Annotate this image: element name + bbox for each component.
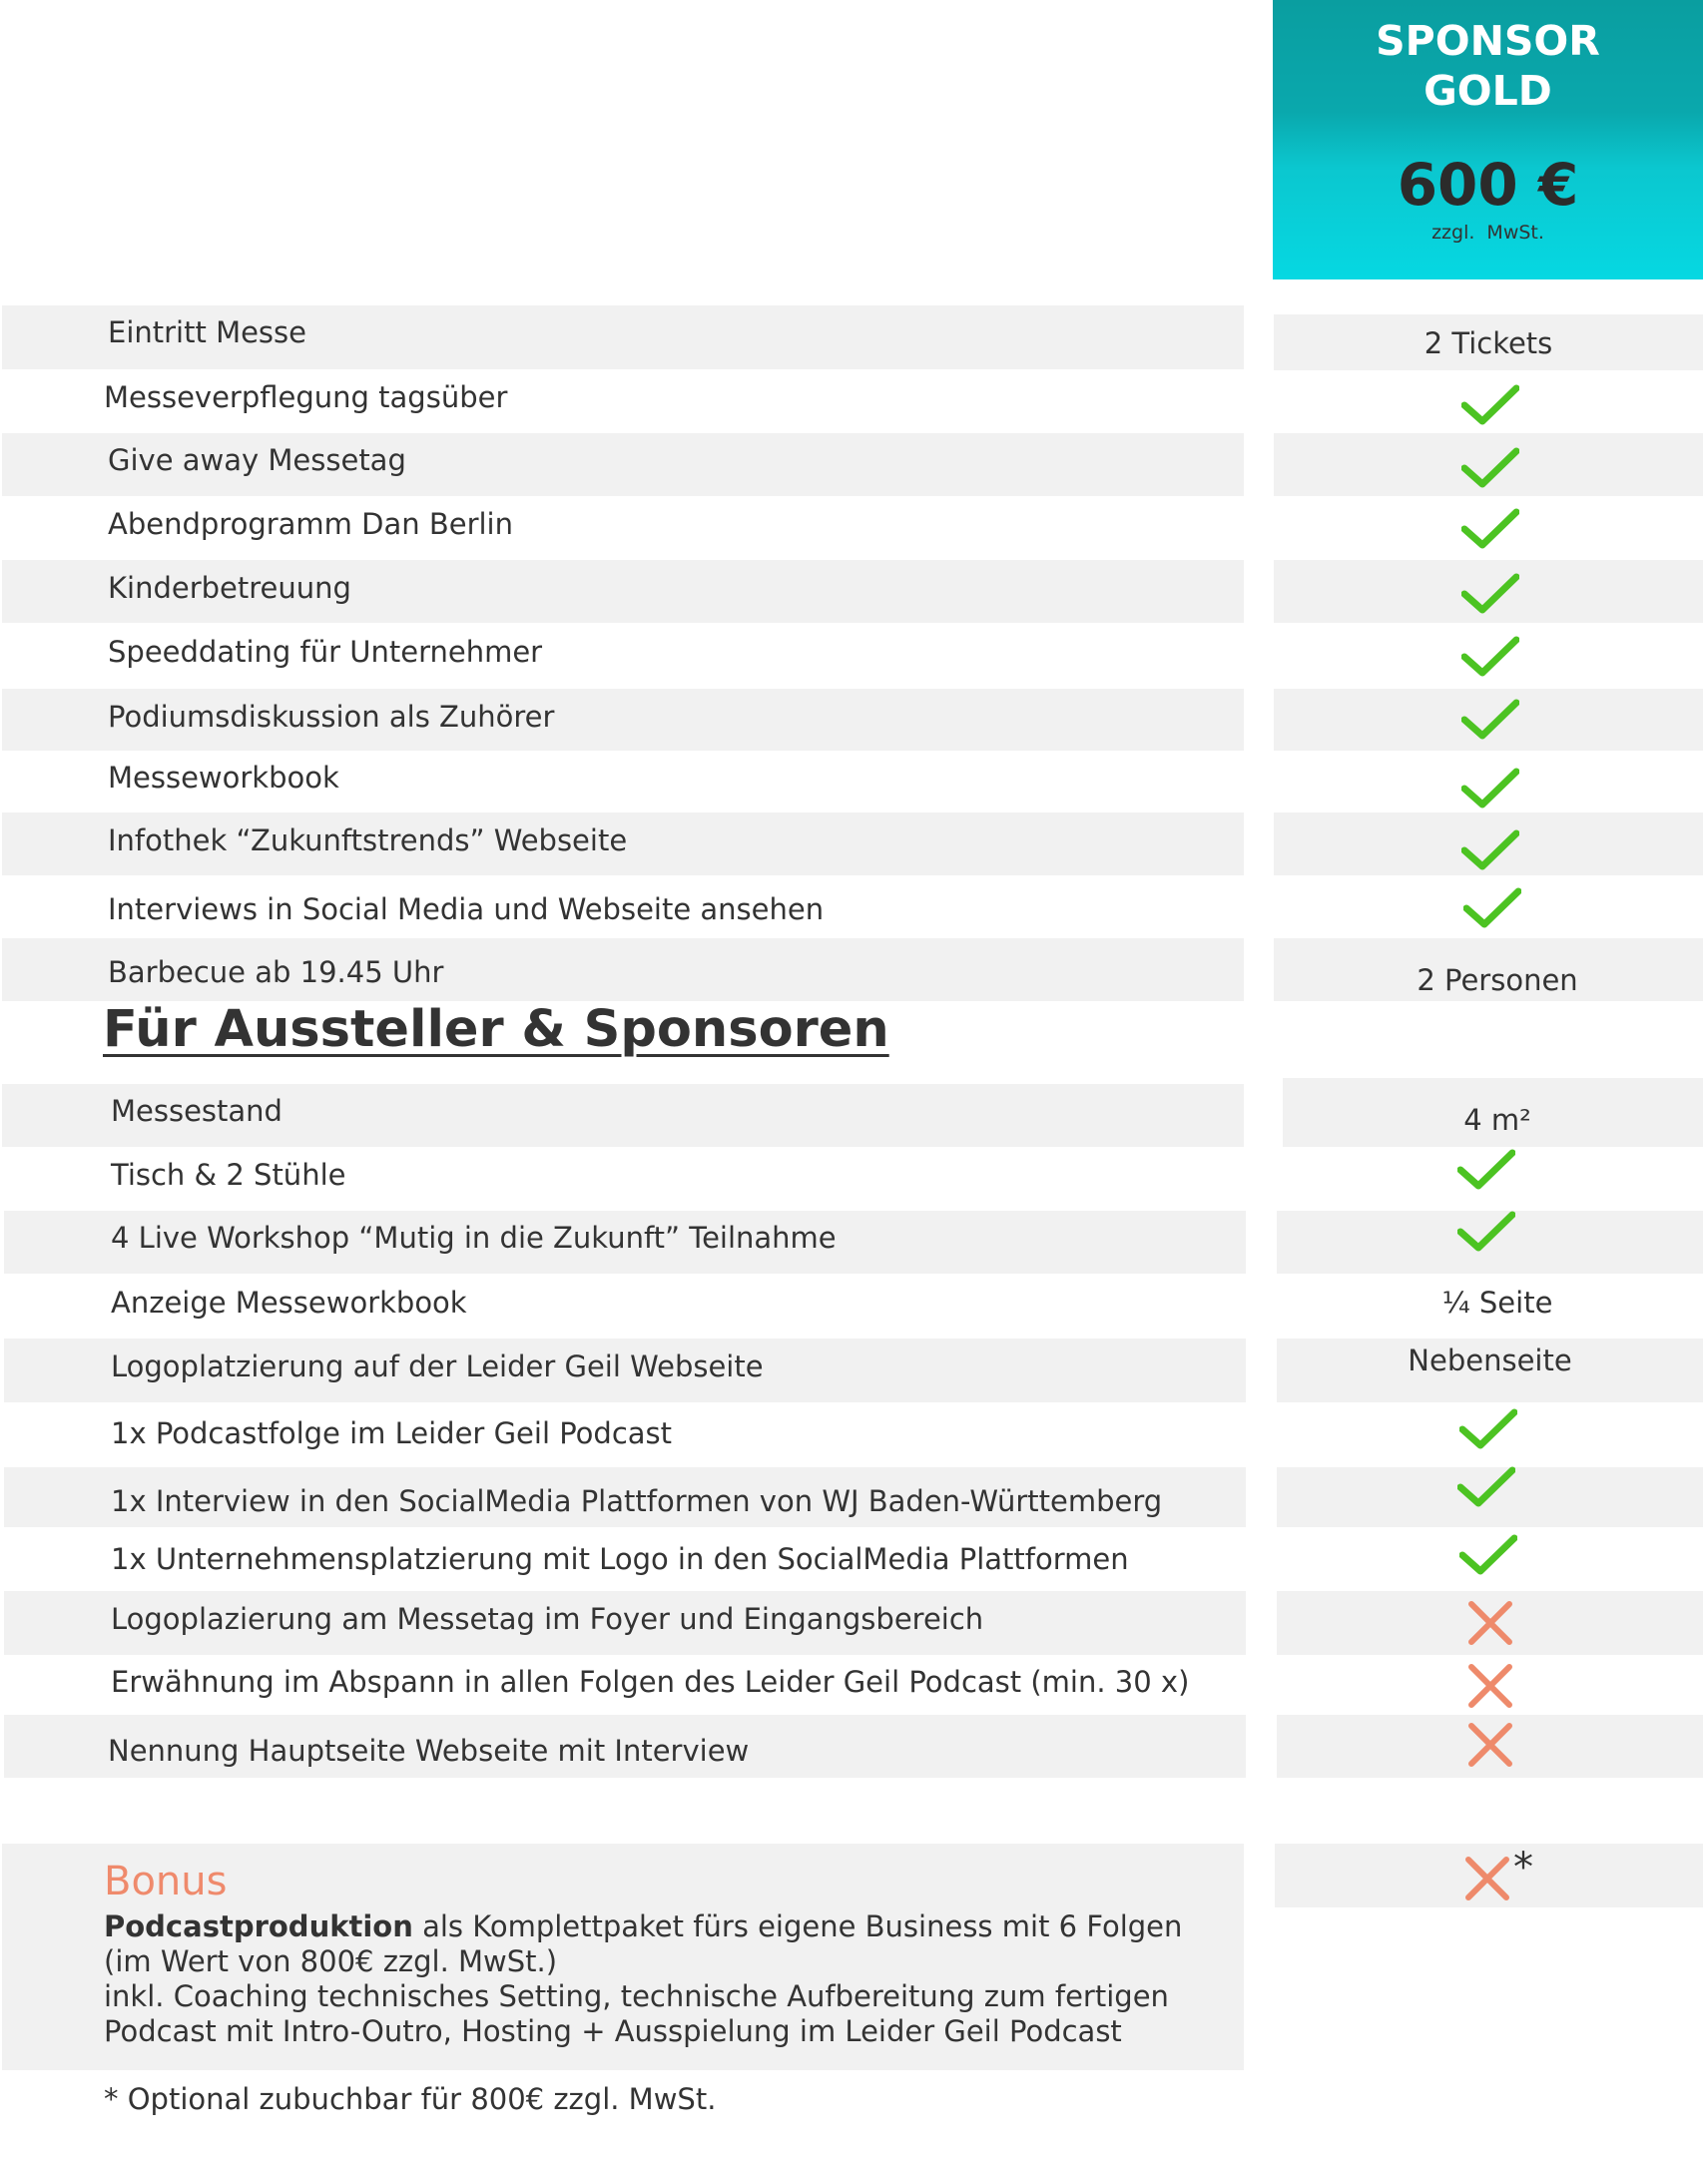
footnote: * Optional zubuchbar für 800€ zzgl. MwSt. <box>104 2082 717 2116</box>
cross-icon <box>1463 1855 1511 1902</box>
row-label-speeddating: Speeddating für Unternehmer <box>108 635 543 669</box>
check-icon <box>1457 1148 1515 1192</box>
check-icon <box>1463 886 1521 930</box>
bonus-description <box>104 1909 1242 2049</box>
package-price: 600 € <box>1397 151 1579 219</box>
row-label-messeverpflegung: Messeverpflegung tagsüber <box>104 380 508 414</box>
package-title-line2: GOLD <box>1423 67 1552 115</box>
row-value-messestand: 4 m² <box>1463 1103 1531 1137</box>
row-label-nennung-hauptseite: Nennung Hauptseite Webseite mit Interview <box>108 1734 750 1768</box>
bonus-line-4: Podcast mit Intro-Outro, Hosting + Ausspielung im Leider Geil Podcast <box>104 2014 1122 2048</box>
bonus-bold-text: Podcastproduktion <box>104 1909 413 1943</box>
package-title-line1: SPONSOR <box>1376 17 1600 65</box>
row-label-eintritt-messe: Eintritt Messe <box>108 315 306 349</box>
check-icon <box>1461 698 1519 742</box>
row-label-give-away: Give away Messetag <box>108 443 406 477</box>
bonus-line-1-rest: als Komplettpaket fürs eigene Business mit 6 Folgen <box>412 1909 1183 1943</box>
package-title <box>1273 16 1703 116</box>
bonus-line-3: inkl. Coaching technisches Setting, technische Aufbereitung zum fertigen <box>104 1979 1169 2013</box>
package-header <box>1273 0 1703 279</box>
bonus-line-2: (im Wert von 800€ zzgl. MwSt.) <box>104 1944 558 1978</box>
check-icon <box>1457 1210 1515 1254</box>
row-value-barbecue: 2 Personen <box>1417 963 1578 997</box>
cross-icon <box>1466 1721 1514 1769</box>
row-label-tisch: Tisch & 2 Stühle <box>111 1158 346 1192</box>
check-icon <box>1461 507 1519 551</box>
check-icon <box>1459 1407 1517 1451</box>
row-label-messeworkbook: Messeworkbook <box>108 761 339 795</box>
row-label-podcastfolge: 1x Podcastfolge im Leider Geil Podcast <box>111 1416 673 1450</box>
cross-icon <box>1466 1662 1514 1710</box>
bonus-title: Bonus <box>104 1859 228 1904</box>
row-label-logoplatzierung-webseite: Logoplatzierung auf der Leider Geil Webseite <box>111 1350 764 1383</box>
check-icon <box>1457 1465 1515 1509</box>
row-label-podiumsdiskussion: Podiumsdiskussion als Zuhörer <box>108 700 555 734</box>
row-value-logoplatzierung-webseite: Nebenseite <box>1408 1344 1572 1377</box>
check-icon <box>1461 572 1519 616</box>
row-value-eintritt-messe: 2 Tickets <box>1423 326 1553 360</box>
check-icon <box>1459 1533 1517 1577</box>
row-label-erwaehnung-abspann: Erwähnung im Abspann in allen Folgen des Leider Geil Podcast (min. 30 x) <box>111 1665 1190 1699</box>
row-label-logoplazierung-foyer: Logoplazierung am Messetag im Foyer und Eingangsbereich <box>111 1602 984 1636</box>
row-value-anzeige: ¼ Seite <box>1441 1286 1553 1320</box>
cross-icon <box>1466 1599 1514 1647</box>
bonus-asterisk: * <box>1513 1845 1533 1891</box>
check-icon <box>1461 446 1519 490</box>
row-label-barbecue: Barbecue ab 19.45 Uhr <box>108 955 444 989</box>
section-title: Für Aussteller & Sponsoren <box>103 1000 889 1059</box>
check-icon <box>1461 635 1519 679</box>
row-label-kinderbetreuung: Kinderbetreuung <box>108 571 351 605</box>
row-label-infothek: Infothek “Zukunftstrends” Webseite <box>108 823 628 857</box>
check-icon <box>1461 828 1519 872</box>
row-label-abendprogramm: Abendprogramm Dan Berlin <box>108 507 513 541</box>
row-label-unternehmensplatzierung: 1x Unternehmensplatzierung mit Logo in den SocialMedia Plattformen <box>111 1542 1129 1576</box>
check-icon <box>1461 383 1519 427</box>
package-tax-note: zzgl. MwSt. <box>1431 222 1544 244</box>
row-label-anzeige: Anzeige Messeworkbook <box>111 1286 467 1320</box>
row-label-live-workshop: 4 Live Workshop “Mutig in die Zukunft” Teilnahme <box>111 1221 837 1255</box>
row-label-interviews: Interviews in Social Media und Webseite ansehen <box>108 892 825 926</box>
row-label-interview-socialmedia: 1x Interview in den SocialMedia Plattformen von WJ Baden-Württemberg <box>111 1484 1163 1518</box>
bonus-line-1 <box>104 1909 1242 1944</box>
check-icon <box>1461 767 1519 811</box>
row-label-messestand: Messestand <box>111 1094 283 1128</box>
